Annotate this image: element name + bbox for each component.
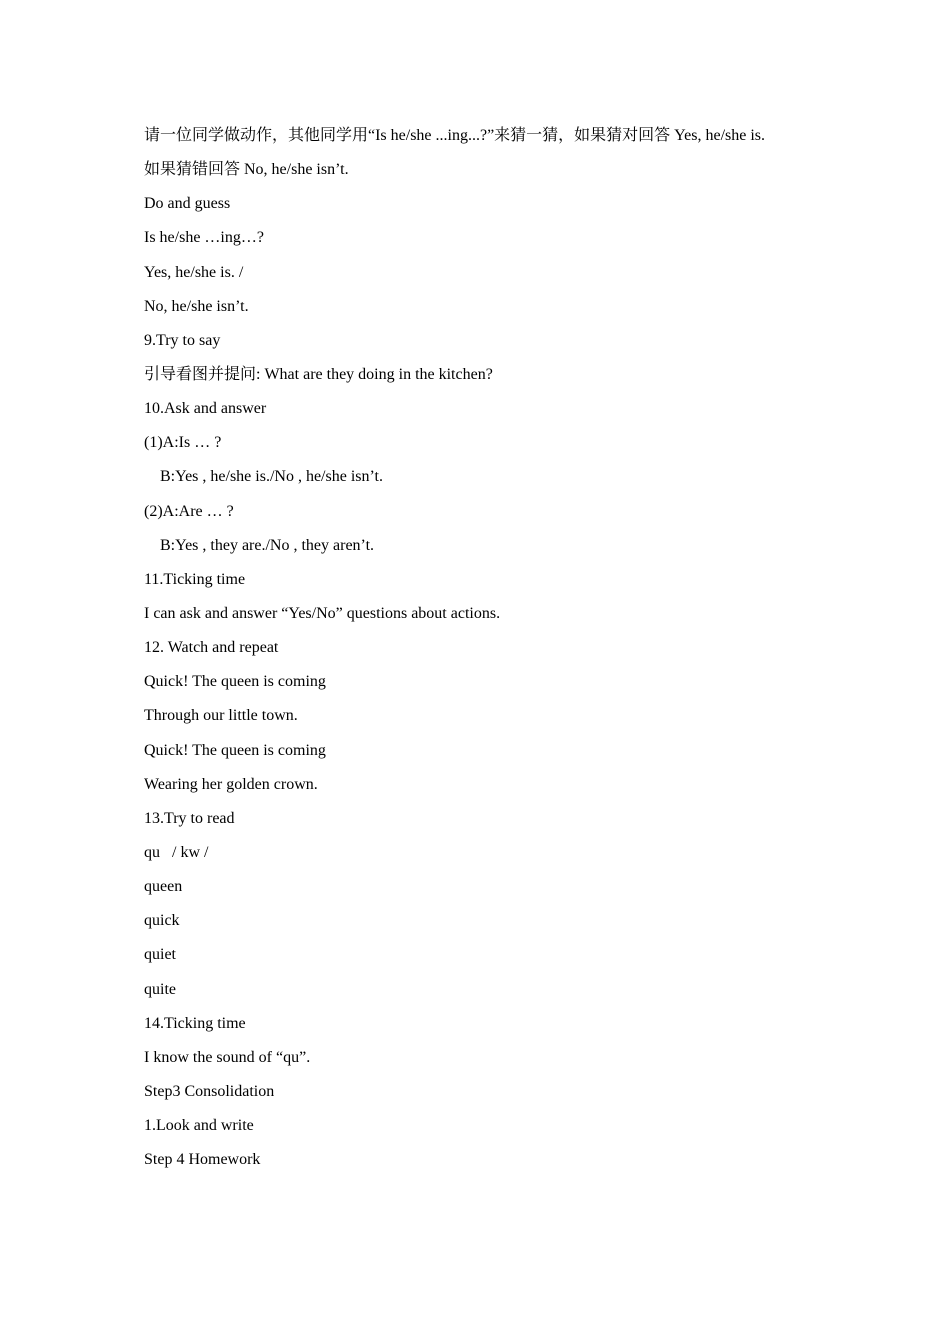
answer-yes: Yes, he/she is. / [144, 263, 244, 281]
document-body [144, 121, 844, 1179]
section-10-heading: 10.Ask and answer [144, 400, 267, 418]
word-quick: quick [144, 912, 180, 930]
chant-line-4: Wearing her golden crown. [144, 775, 318, 793]
section-13-heading: 13.Try to read [144, 809, 235, 827]
dialogue-2-question: (2)A:Are … ? [144, 502, 234, 520]
step-4-heading: Step 4 Homework [144, 1151, 261, 1169]
instruction-line-2: 如果猜错回答 No, he/she isn’t. [144, 161, 349, 179]
word-queen: queen [144, 878, 183, 896]
section-14-heading: 14.Ticking time [144, 1014, 246, 1032]
dialogue-1-answer: B:Yes , he/she is./No , he/she isn’t. [160, 468, 383, 486]
phonics-sound: qu / kw / [144, 843, 209, 861]
question-pattern: Is he/she …ing…? [144, 229, 264, 247]
instruction-line-1: 请一位同学做动作，其他同学用“Is he/she ...ing...?”来猜一猜，如果猜对回答 Yes, he/she is. [144, 127, 766, 144]
answer-no: No, he/she isn’t. [144, 297, 249, 315]
section-9-heading: 9.Try to say [144, 331, 221, 349]
section-12-heading: 12. Watch and repeat [144, 639, 279, 657]
activity-heading: Do and guess [144, 195, 231, 213]
word-quiet: quiet [144, 946, 176, 964]
chant-line-2: Through our little town. [144, 707, 298, 725]
step-3-heading: Step3 Consolidation [144, 1082, 275, 1100]
word-quite: quite [144, 980, 176, 998]
section-11-heading: 11.Ticking time [144, 570, 246, 588]
section-14-statement: I know the sound of “qu”. [144, 1048, 311, 1066]
chant-line-3: Quick! The queen is coming [144, 741, 326, 759]
dialogue-2-answer: B:Yes , they are./No , they aren’t. [160, 536, 375, 554]
chant-line-1: Quick! The queen is coming [144, 673, 326, 691]
section-11-statement: I can ask and answer “Yes/No” questions about actions. [144, 604, 501, 622]
section-9-prompt: 引导看图并提问: What are they doing in the kitchen? [144, 365, 493, 383]
dialogue-1-question: (1)A:Is … ? [144, 434, 222, 452]
step-3-item-1: 1.Look and write [144, 1117, 254, 1135]
